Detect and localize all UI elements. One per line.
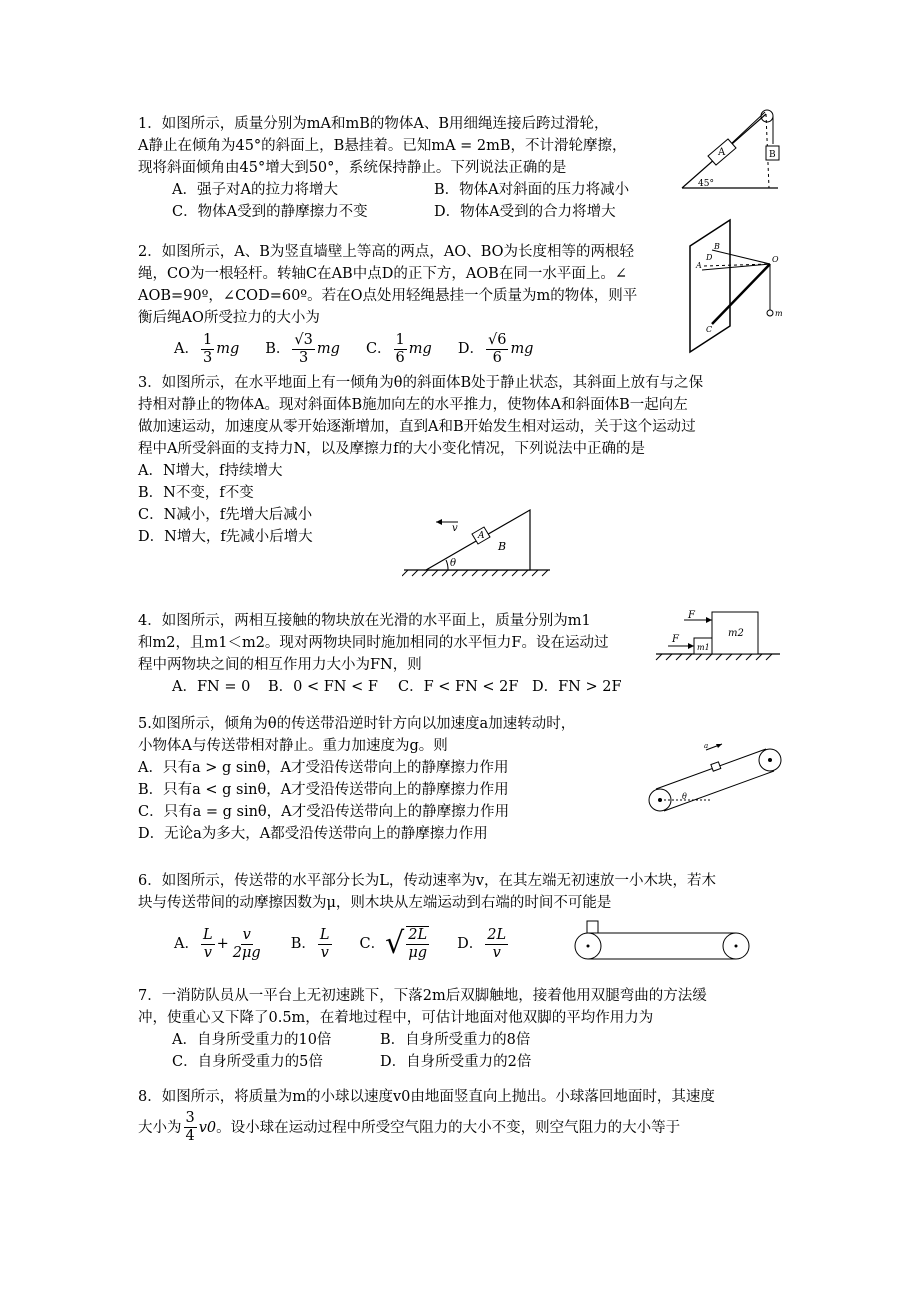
q8-text-post: 。设小球在运动过程中所受空气阻力的大小不变，则空气阻力的大小等于 [216, 1119, 681, 1136]
q1-label-a: A [718, 147, 726, 158]
q3-option-a[interactable]: A．N增大，f持续增大 [138, 463, 283, 479]
q4-line3: 程中两物块之间的相互作用力大小为FN，则 [138, 657, 422, 673]
q2-option-c[interactable]: C． $\frac{1}{6}$ mg [365, 331, 432, 366]
q3-label-b: B [498, 540, 507, 553]
q7-option-a[interactable]: A．自身所受重力的10倍 [172, 1032, 332, 1048]
q6-option-a[interactable]: A． $\frac{L}{v}$ + $\frac{v}{2\mu g}$ [174, 926, 261, 961]
q1-option-b[interactable]: B．物体A对斜面的压力将减小 [434, 182, 630, 198]
q5-option-c[interactable]: C．只有a = g sinθ，A才受沿传送带向上的静摩擦力作用 [138, 804, 510, 820]
q2-option-b[interactable]: B． $\frac{√3}{3}$ mg [265, 331, 340, 366]
q5-label-theta: θ [682, 792, 687, 801]
q3-line3: 做加速运动，加速度从零开始逐渐增加，直到A和B开始发生相对运动，关于这个运动过 [138, 419, 696, 435]
q4-option-b[interactable]: B．0 < FN < F [268, 679, 378, 695]
q3-label-theta: θ [450, 558, 457, 569]
q2-figure [688, 218, 788, 354]
q6-option-b[interactable]: B． $\frac{L}{v}$ [290, 926, 330, 961]
q4-figure [654, 608, 784, 664]
q1-option-a[interactable]: A．强子对A的拉力将增大 [172, 182, 338, 198]
q1-label-b: B [769, 150, 776, 160]
q6-option-c[interactable]: C． √ $\frac{2L}{\mu g}$ [359, 926, 428, 961]
q3-option-c[interactable]: C．N减小，f先增大后减小 [138, 507, 313, 523]
q3-line4: 程中A所受斜面的支持力N，以及摩擦力f的大小变化情况，下列说法中正确的是 [138, 441, 646, 457]
q4-label-f-upper: F [688, 610, 695, 621]
q2-line2: 绳，CO为一根轻杆。转轴C在AB中点D的正下方，AOB在同一水平面上。∠ [138, 266, 627, 282]
q5-label-a: a [704, 742, 709, 750]
question-5 [138, 713, 658, 845]
q5-line2: 小物体A与传送带相对静止。重力加速度为g。则 [138, 738, 448, 754]
q3-option-b[interactable]: B．N不变，f不变 [138, 485, 254, 501]
q5-figure [646, 740, 786, 816]
q2-line3: AOB=90º，∠COD=60º。若在O点处用轻绳悬挂一个质量为m的物体，则平 [138, 288, 638, 304]
q4-line1: 4．如图所示，两相互接触的物块放在光滑的水平面上，质量分别为m1 [138, 613, 591, 629]
q2-label-b: B [714, 242, 720, 251]
q3-line2: 持相对静止的物体A。现对斜面体B施加向左的水平推力，使物体A和斜面体B一起向左 [138, 397, 688, 413]
q3-label-v: v [452, 523, 458, 534]
q8-line1: 8．如图所示，将质量为m的小球以速度v0由地面竖直向上抛出。小球落回地面时，其速度 [138, 1089, 715, 1105]
q6-line1: 6．如图所示，传送带的水平部分长为L，传动速率为v，在其左端无初速放一小木块，若木 [138, 873, 717, 889]
q6-figure [570, 916, 756, 964]
q3-option-d[interactable]: D．N增大，f先减小后增大 [138, 529, 313, 545]
q2-option-d[interactable]: D． $\frac{√6}{6}$ mg [457, 331, 534, 366]
q5-option-b[interactable]: B．只有a < g sinθ，A才受沿传送带向上的静摩擦力作用 [138, 782, 509, 798]
q7-option-d[interactable]: D．自身所受重力的2倍 [380, 1054, 532, 1070]
q2-label-a: A [696, 261, 702, 270]
q7-line2: 冲，使重心又下降了0.5m，在着地过程中，可估计地面对他双脚的平均作用力为 [138, 1010, 654, 1026]
q2-label-m: m [775, 309, 783, 318]
q4-option-c[interactable]: C．F < FN < 2F [398, 679, 519, 695]
q2-label-d: D [706, 253, 713, 262]
q4-option-d[interactable]: D．FN > 2F [532, 679, 622, 695]
q7-option-b[interactable]: B．自身所受重力的8倍 [380, 1032, 531, 1048]
q5-option-a[interactable]: A．只有a > g sinθ，A才受沿传送带向上的静摩擦力作用 [138, 760, 509, 776]
q1-angle-label: 45° [698, 179, 714, 189]
q8-v0: v0 [198, 1119, 217, 1136]
q4-option-a[interactable]: A．FN = 0 [172, 679, 251, 695]
q4-label-m1: m1 [697, 643, 710, 652]
question-7 [138, 985, 810, 1073]
q8-text-pre: 大小为 [138, 1119, 182, 1136]
question-2 [138, 241, 698, 369]
q2-line4: 衡后绳AO所受拉力的大小为 [138, 310, 320, 326]
q4-label-m2: m2 [728, 628, 744, 639]
q1-line1: 1．如图所示，质量分别为mA和mB的物体A、B用细绳连接后跨过滑轮， [138, 116, 609, 132]
q1-figure [678, 106, 798, 192]
q2-label-o: O [772, 255, 779, 264]
q7-option-c[interactable]: C．自身所受重力的5倍 [172, 1054, 323, 1070]
q1-option-c[interactable]: C．物体A受到的静摩擦力不变 [172, 204, 368, 220]
q2-label-c: C [706, 325, 713, 334]
q1-option-d[interactable]: D．物体A受到的合力将增大 [434, 204, 616, 220]
q6-line2: 块与传送带间的动摩擦因数为μ，则木块从左端运动到右端的时间不可能是 [138, 895, 612, 911]
q3-label-a: A [478, 531, 485, 541]
q4-line2: 和m2，且m1＜m2。现对两物块同时施加相同的水平恒力F。设在运动过 [138, 635, 609, 651]
q4-label-f-lower: F [672, 634, 679, 645]
q7-line1: 7．一消防队员从一平台上无初速跳下，下落2m后双脚触地，接着他用双腿弯曲的方法缓 [138, 988, 707, 1004]
q3-line1: 3．如图所示，在水平地面上有一倾角为θ的斜面体B处于静止状态，其斜面上放有与之保 [138, 375, 704, 391]
q1-line2: A静止在倾角为45°的斜面上，B悬挂着。已知mA = 2mB，不计滑轮摩擦， [138, 138, 627, 154]
q5-option-d[interactable]: D．无论a为多大，A都受沿传送带向上的静摩擦力作用 [138, 826, 488, 842]
q5-line1: 5.如图所示，倾角为θ的传送带沿逆时针方向以加速度a加速转动时， [138, 716, 576, 732]
question-8 [138, 1086, 810, 1145]
q1-line3: 现将斜面倾角由45°增大到50°，系统保持静止。下列说法正确的是 [138, 160, 567, 176]
q6-option-d[interactable]: D． $\frac{2L}{v}$ [457, 926, 507, 961]
q2-line1: 2．如图所示，A、B为竖直墙壁上等高的两点，AO、BO为长度相等的两根轻 [138, 244, 635, 260]
question-4 [138, 610, 658, 698]
q8-fraction: $\frac{3}{4}$ [185, 1110, 195, 1144]
q3-figure [402, 508, 552, 578]
q2-option-a[interactable]: A． $\frac{1}{3}$ mg [174, 331, 240, 366]
